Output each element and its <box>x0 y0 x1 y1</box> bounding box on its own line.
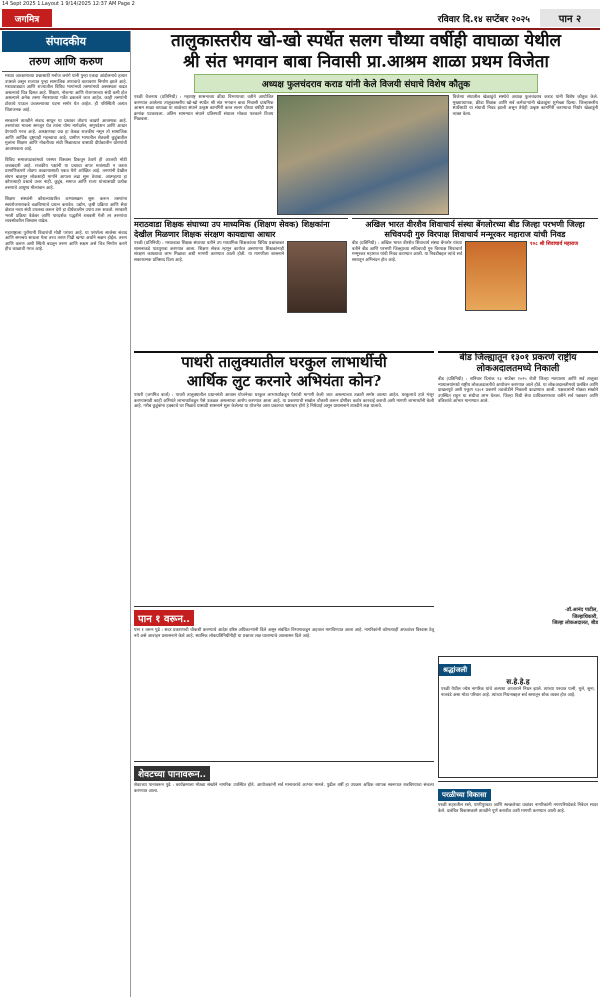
story-parli-development-body: परळी शहरातील रस्ते, पाणीपुरवठा आणि स्वच्छतेच्या प्रश्नांवर नागरिकांनी नगरपरिषदेकडे निवेदन सादर केले. प्रलंबित विकासकामे तातडीने पूर्ण करावीत अशी मागणी करण्यात आली आहे. <box>438 803 600 814</box>
story-gharkul-body: पाथरी (जगमित्र वार्ता) : पाथरी तालुक्यातील प्रधानमंत्री आवास योजनेच्या घरकुल लाभार्थ्यांकडून पैशांची मागणी केली जात असल्याच्या तक्रारी समोर आल्या आहेत. घरकुलाचे हप्ते मंजूर करण्यासाठी काही अभियंते लाभार्थ्यांकडून पैसे उकळत असल्याचा आरोप करण्यात आला आहे. या प्रकरणाची सखोल चौकशी करून दोषींवर कठोर कारवाई करावी अशी मागणी लाभार्थ्यांनी केली आहे. गरीब कुटुंबांना हक्काचे घर मिळावे यासाठी शासनाने सुरू केलेल्या या योजनेत अशा प्रकारचा भ्रष्टाचार होणे हे निषेधार्ह असून प्रशासनाने तातडीने लक्ष घालावे. <box>134 393 436 410</box>
lead-column-3: विजेत्या संघातील खेळाडूंचे संस्थेचे अध्यक्ष फुलचंदराव कराड यांनी विशेष कौतुक केले. मुख्याध्यापक, क्रीडा शिक्षक आणि सर्व कर्मचाऱ्यांनी खेळाडूंना शुभेच्छा दिल्या. जिल्हास्तरीय स्पर्धेसाठी या संघाची निवड झाली असून तेथेही उत्कृष्ट कामगिरी करण्याचा निर्धार खेळाडूंनी व्यक्त केला. <box>452 95 600 117</box>
story-continued-lastpage <box>134 761 434 1002</box>
masthead <box>0 8 600 30</box>
lead-subheadline: अध्यक्ष फुलचंदराव कराड यांनी केले विजयी संघाचे विशेष कौतुक <box>194 74 538 93</box>
lead-headline-line2: श्री संत भगवान बाबा निवासी प्रा.आश्रम शाळा प्रथम विजेता <box>183 52 549 72</box>
editorial-title: तरुण आणि करुण <box>2 52 130 72</box>
continued-from-lastpage-label: शेवटच्या पानावरून.. <box>134 766 210 781</box>
story-shivacharya-headline: अखिल भारत वीरशैव शिवाचार्य संस्था बेंगलोरच्या बीड जिल्हा परभणी जिल्हा सचिवपदी गुरु विरपाक्ष शिवाचार्य मन्मूरकर महाराज यांची निवड <box>365 219 585 239</box>
story-teachers-headline: मराठवाडा शिक्षक संघाच्या उप माध्यमिक (शिक्षण सेवक) शिक्षकांना देखील मिळणार शिक्षक संरक्षण कायद्याचा आधार <box>134 219 330 239</box>
story-teachers <box>134 218 348 349</box>
story-lokadalat-signoff: -डॉ.आनंद पाटील, जिल्हाधिकारी, जिल्हा लोकअदालत, बीड <box>552 607 598 626</box>
obituary-body: परळी येथील ज्येष्ठ नागरिक यांचे अल्पशा आजाराने निधन झाले. त्यांच्या पश्चात पत्नी, मुले, सुना, नातवंडे असा मोठा परिवार आहे. त्यांच्या निधनाबद्दल सर्व स्तरातून शोक व्यक्त होत आहे. <box>441 687 597 698</box>
story-shivacharya <box>352 218 598 349</box>
story-continued-lastpage-body: शेवटच्या पानावरून पुढे : कार्यक्रमाला मोठ्या संख्येने नागरिक उपस्थित होते. आयोजकांनी सर्व मान्यवरांचे आभार मानले. पुढील वर्षी हा उपक्रम अधिक व्यापक स्वरूपात राबविण्याचा संकल्प करण्यात आला. <box>134 783 436 794</box>
page-number: पान २ <box>540 9 600 27</box>
story-gharkul-headline-line1: पाथरी तालुक्यातील घरकुल लाभार्थीची <box>181 353 387 371</box>
story-lokadalat-headline: बीड जिल्ह्यातून १३०१ प्रकरणे राष्ट्रीय लोकअदालतमध्ये निकाली <box>459 353 577 374</box>
story-parli-development <box>438 781 598 1002</box>
editorial-column <box>2 31 131 997</box>
editorial-heading: संपादकीय <box>2 31 130 52</box>
continued-from-page1-label: पान १ वरून.. <box>134 610 194 626</box>
person-photo <box>287 241 347 313</box>
story-lokadalat-body: बीड (प्रतिनिधी) : शनिवार दिनांक १३ सप्टेंबर २०२५ रोजी जिल्हा न्यायालय आणि सर्व तालुका न्यायालयांमध्ये राष्ट्रीय लोकअदालतीचे आयोजन करण्यात आले होते. या लोकअदालतीमध्ये प्रलंबित आणि दाखलपूर्व अशी एकूण १३०१ प्रकरणे तडजोडीने निकाली काढण्यात आली. पक्षकारांनी मोठ्या संख्येने उपस्थित राहून या संधीचा लाभ घेतला. जिल्हा विधी सेवा प्राधिकरणाच्या वतीने सर्व पक्षकार आणि वकिलांचे आभार मानण्यात आले. <box>438 377 600 405</box>
editorial-body: मराठा आरक्षणाच्या प्रश्नासाठी मनोज जरांगे यांनी पुन्हा एकदा आंदोलनाचे हत्यार उपसले असून राज्यात पुन्हा सामाजिक तणावाचे वातावरण निर्माण झाले आहे. मराठवाड्यात आणि राज्यातील विविध भागांमध्ये तरुणांमध्ये अस्वस्थता वाढत असल्याचे चित्र दिसत आहे. शिक्षण, नोकऱ्या आणि रोजगाराच्या संधी कमी होत असल्याने अनेक तरुण नैराश्याच्या गर्तेत ढकलले जात आहेत. काही तरुणांनी टोकाचे पाऊल उचलल्याच्या घटना समोर येत आहेत. ही परिस्थिती अत्यंत चिंताजनक आहे. सरकारने तातडीने संवाद साधून या प्रश्नावर तोडगा काढणे आवश्यक आहे. तरुणांच्या भावना समजून घेत त्यांना योग्य मार्गदर्शन, समुपदेशन आणि आधार देण्याची गरज आहे. आरक्षणाचा प्रश्न हा केवळ राजकीय नसून तो सामाजिक आणि आर्थिक दृष्ट्याही महत्त्वाचा आहे. ग्रामीण भागातील शेतकरी कुटुंबातील मुलांना शिक्षण आणि नोकरीच्या संधी मिळाव्यात यासाठी दीर्घकालीन धोरणांची आवश्यकता आहे. विविध समाजघटकांमध्ये परस्पर विश्वास टिकवून ठेवणे ही आजची मोठी जबाबदारी आहे. राजकीय पक्षांनी या प्रश्नाचा वापर मतांसाठी न करता प्रामाणिकपणे तोडगा काढण्यासाठी एकत्र येणे अपेक्षित आहे. तरुणांनी देखील संयम बाळगून लोकशाही मार्गाने आपला लढा सुरू ठेवावा. आत्महत्या हा कोणत्याही प्रश्नाचे उत्तर नाही. कुटुंब, समाज आणि राज्य यांच्यासाठी प्रत्येक तरुणाचे आयुष्य मौल्यवान आहे. शिक्षण संस्थांनी कौशल्याधारित अभ्यासक्रम सुरू करून तरुणांना स्वयंरोजगाराकडे वळविण्याचे प्रयत्न करावेत. उद्योग, कृषी प्रक्रिया आणि सेवा क्षेत्रात नव्या संधी उपलब्ध करून देणे हा दीर्घकालीन उपाय ठरू शकतो. सरकारी भरती प्रक्रिया वेळेवर आणि पारदर्शक पद्धतीने राबवली गेली तर तरुणांचा व्यवस्थेवरील विश्वास वाढेल. महाराष्ट्राला पुरोगामी विचारांची मोठी परंपरा आहे. या परंपरेला साजेसा संवाद आणि समन्वय साधला गेला तरच तरुण पिढी खऱ्या अर्थाने सक्षम होईल. तरुण आणि करुण अशी स्थिती बदलून तरुण आणि सक्षम असे चित्र निर्माण करणे हीच काळाची गरज आहे. <box>5 74 127 253</box>
story-obituary <box>438 656 598 778</box>
team-photo <box>277 95 448 215</box>
story-gharkul <box>134 351 434 603</box>
obituary-label: श्रद्धांजली <box>439 664 471 676</box>
story-shivacharya-highlight: १०८ श्री शिवाचार्य महाराज <box>530 241 578 247</box>
parli-development-label: परळीच्या विकासा <box>438 789 491 801</box>
lead-story <box>134 31 598 216</box>
print-slug: 14 Sept 2025 1.Layout 1 9/14/2025 12:37 AM Page 2 <box>2 1 135 7</box>
group-photo <box>465 241 527 311</box>
obituary-title: स.हे.हे.ह <box>506 677 530 686</box>
lead-column-1: परळी वैजनाथ (प्रतिनिधी) : महाराष्ट्र शासनाच्या क्रीडा विभागाच्या वतीने आयोजित करण्यात आलेल्या तालुकास्तरीय खो-खो स्पर्धेत श्री संत भगवान बाबा निवासी प्राथमिक आश्रम शाळा वाघाळा या शाळेच्या संघाने उत्कृष्ट कामगिरी करत सलग चौथ्या वर्षीही प्रथम क्रमांक पटकावला. अंतिम सामन्यात संघाने प्रतिस्पर्धी संघावर मोठ्या फरकाने विजय मिळवला. <box>134 95 275 123</box>
lead-headline-line1: तालुकास्तरीय खो-खो स्पर्धेत सलग चौथ्या वर्षीही वाघाळा येथील <box>170 31 562 51</box>
story-continued-page1-body: पान १ वरून पुढे : सदर प्रकरणाची चौकशी करण्याचे आदेश वरिष्ठ अधिकाऱ्यांनी दिले असून संबंधित विभागाकडून अहवाल मागविण्यात आला आहे. नागरिकांनी कोणत्याही अफवांवर विश्वास ठेवू नये असे आवाहन प्रशासनाने केले आहे. स्थानिक लोकप्रतिनिधींनीही या प्रश्नावर लक्ष घालण्याचे आश्वासन दिले आहे. <box>134 628 436 639</box>
story-teachers-body: परळी (प्रतिनिधी) : मराठवाडा शिक्षक संघाच्या वतीने उप माध्यमिक शिक्षकांच्या विविध प्रश्नांबाबत शासनाकडे पाठपुरावा करण्यात आला. शिक्षण सेवक म्हणून कार्यरत असणाऱ्या शिक्षकांनाही संरक्षण कायद्याचा लाभ मिळावा अशी मागणी करण्यात आली होती. या मागणीला शासनाने सकारात्मक प्रतिसाद दिला आहे. <box>134 241 286 263</box>
story-shivacharya-body: बीड (प्रतिनिधी) : अखिल भारत वीरशैव शिवाचार्य संस्था बेंगलोर यांच्या वतीने बीड आणि परभणी जिल्ह्याच्या सचिवपदी गुरु विरपाक्ष शिवाचार्य मन्मूरकर महाराज यांची निवड करण्यात आली. या निवडीबद्दल त्यांचे सर्व स्तरातून अभिनंदन होत आहे. <box>352 241 464 263</box>
story-continued-page1 <box>134 606 434 757</box>
story-gharkul-headline-line2: आर्थिक लुट करनारे अभियंता कोन? <box>186 372 382 390</box>
story-lokadalat <box>438 351 598 653</box>
newspaper-logo: जगमित्र <box>2 9 52 27</box>
dateline: रविवार दि.१४ सप्टेंबर २०२५ <box>437 14 530 25</box>
